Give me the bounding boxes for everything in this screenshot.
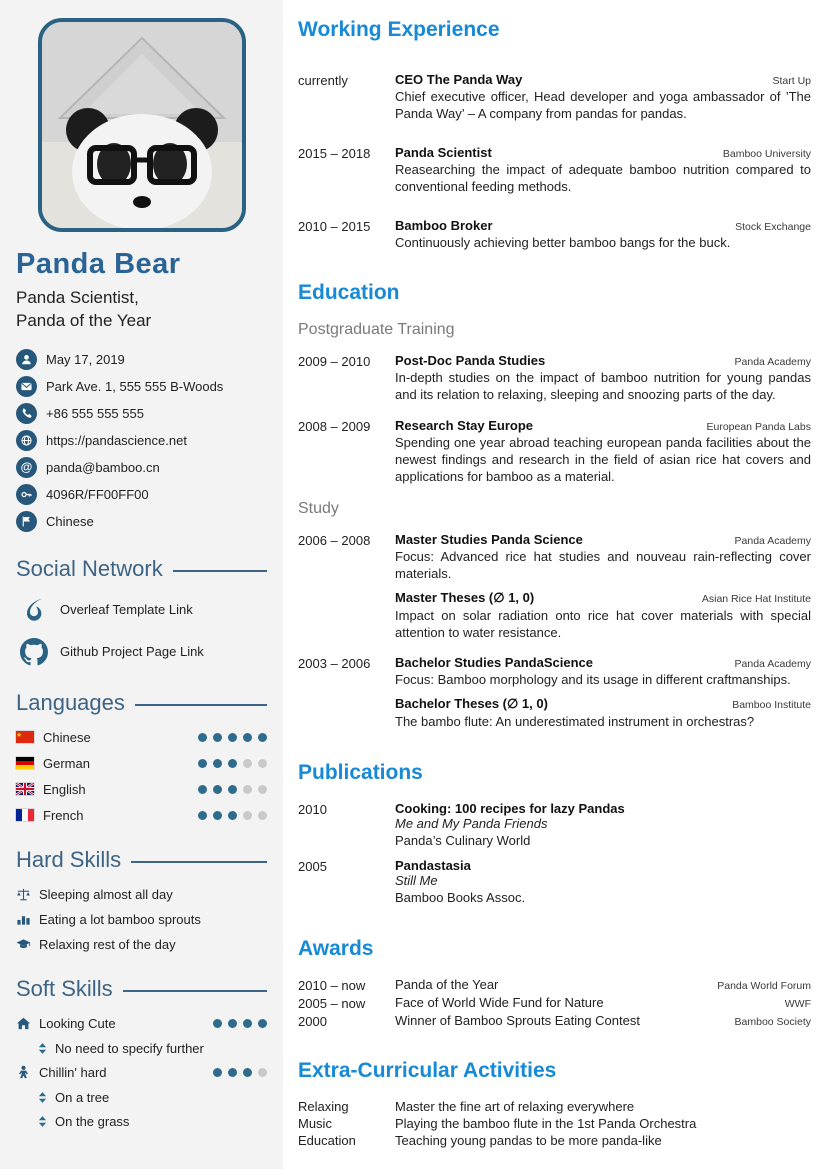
award-organization: Panda World Forum — [717, 979, 811, 992]
entry-organization: European Panda Labs — [706, 421, 811, 434]
entry-description: Focus: Bamboo morphology and its usage in different craftmanships. — [395, 672, 791, 688]
language-label: English — [43, 781, 86, 797]
heading-text: Hard Skills — [16, 846, 122, 872]
contact-phone — [16, 403, 267, 424]
entry-body — [395, 532, 811, 642]
languages-heading — [16, 690, 267, 716]
entry-date: 2005 — [298, 859, 327, 875]
skill-label: Sleeping almost all day — [39, 886, 173, 902]
heading-rule — [173, 570, 267, 572]
github-icon — [20, 638, 48, 666]
subsection-postgraduate: Postgraduate Training — [298, 321, 455, 339]
github-link[interactable] — [20, 638, 267, 666]
entry-body — [395, 1013, 811, 1029]
heading-text: Social Network — [16, 555, 163, 581]
heading-text: Languages — [16, 689, 125, 715]
soft-skill-item — [16, 1016, 267, 1031]
contact-website[interactable] — [16, 430, 267, 451]
contact-text: +86 555 555 555 — [46, 405, 144, 421]
social-network-heading — [16, 556, 267, 582]
person-subtitle — [16, 287, 267, 333]
subtitle-line: Panda of the Year — [16, 310, 152, 330]
entry-body — [395, 145, 811, 196]
publication-publisher: Panda’s Culinary World — [395, 833, 531, 849]
education-entry — [298, 353, 811, 404]
publication-subtitle: Me and My Panda Friends — [395, 816, 548, 832]
entry-body — [395, 977, 811, 993]
balance-scale-icon — [16, 887, 31, 902]
level-dot-filled — [258, 733, 267, 742]
key-icon — [16, 484, 37, 505]
skill-sub-label: On the grass — [55, 1113, 130, 1129]
language-level-dots — [192, 811, 267, 820]
level-dot-empty — [258, 1068, 267, 1077]
user-icon — [16, 349, 37, 370]
heading-rule — [131, 861, 267, 863]
level-dot-filled — [213, 785, 222, 794]
award-organization: Bamboo Society — [734, 1015, 811, 1028]
entry-organization: Stock Exchange — [735, 220, 811, 233]
sort-arrows-icon — [38, 1092, 47, 1103]
extra-entry — [298, 1133, 811, 1148]
entry-organization: Panda Academy — [734, 658, 811, 671]
entry-organization: Bamboo University — [722, 147, 811, 160]
level-dot-filled — [198, 811, 207, 820]
award-organization: WWF — [784, 997, 811, 1010]
experience-entry — [298, 145, 811, 196]
level-dot-filled — [243, 733, 252, 742]
extra-entry — [298, 1099, 811, 1114]
home-icon — [16, 1016, 31, 1031]
education-entry — [298, 655, 811, 731]
entry-date: 2008 – 2009 — [298, 419, 371, 435]
contact-text: Park Ave. 1, 555 555 B‑Woods — [46, 378, 224, 394]
uk-flag-icon — [16, 783, 34, 795]
overleaf-icon — [20, 596, 48, 624]
extra-description: Teaching young pandas to be more panda-like — [395, 1132, 662, 1148]
person-icon — [16, 1065, 31, 1080]
contact-birthday — [16, 349, 267, 370]
skill-level-dots — [207, 1019, 267, 1028]
level-dot-filled — [198, 785, 207, 794]
skill-label: Relaxing rest of the day — [39, 936, 176, 952]
contact-list — [16, 349, 267, 532]
entry-description: Reasearching the impact of adequate bamboo nutrition compared to conventional feeding methods. — [395, 161, 811, 194]
publication-title: Cooking: 100 recipes for lazy Pandas — [395, 801, 625, 817]
hard-skill-item — [16, 887, 267, 902]
level-dot-filled — [228, 1019, 237, 1028]
level-dot-filled — [228, 759, 237, 768]
award-entry — [298, 995, 811, 1011]
thesis-organization: Asian Rice Hat Institute — [701, 592, 811, 605]
extra-description: Master the fine art of relaxing everywhere — [395, 1098, 635, 1114]
entry-body — [395, 655, 811, 731]
level-dot-empty — [243, 811, 252, 820]
entry-organization: Panda Academy — [734, 534, 811, 547]
level-dot-filled — [228, 785, 237, 794]
language-level-dots — [192, 733, 267, 742]
main-content — [283, 0, 827, 1169]
level-dot-filled — [198, 759, 207, 768]
entry-body — [395, 801, 811, 850]
entry-body — [395, 353, 811, 404]
subsection-study: Study — [298, 499, 339, 517]
entry-date: 2010 – 2015 — [298, 218, 371, 234]
level-dot-filled — [213, 733, 222, 742]
entry-organization: Start Up — [772, 75, 811, 87]
entry-title: Master Studies Panda Science — [395, 531, 583, 547]
publication-entry — [298, 801, 811, 850]
extra-entry — [298, 1116, 811, 1131]
entry-date: 2005 – now — [298, 995, 366, 1011]
entry-organization: Panda Academy — [734, 356, 811, 369]
level-dot-filled — [198, 733, 207, 742]
level-dot-filled — [213, 1068, 222, 1077]
entry-description: In-depth studies on the impact of bamboo nutrition for young pandas and its relation to relaxing, sleeping and snoozing parts of the day. — [395, 370, 811, 403]
graduation-cap-icon — [16, 937, 31, 952]
thesis-description: Impact on solar radiation onto rice hat cover materials with special attention to water resistance. — [395, 607, 811, 640]
social-link-label[interactable]: Github Project Page Link — [60, 644, 204, 660]
germany-flag-icon — [16, 757, 34, 769]
thesis-title: Master Theses (∅ 1, 0) — [395, 589, 535, 605]
heading-rule — [135, 704, 267, 706]
level-dot-empty — [258, 811, 267, 820]
section-title-education: Education — [298, 281, 400, 305]
experience-entry — [298, 218, 811, 252]
social-link-label[interactable]: Overleaf Template Link — [60, 602, 193, 618]
language-item — [16, 782, 267, 797]
entry-body — [395, 218, 811, 252]
contact-address — [16, 376, 267, 397]
email-link[interactable]: panda@bamboo.cn — [46, 459, 160, 475]
contact-text: May 17, 2019 — [46, 351, 125, 367]
heading-rule — [123, 990, 267, 992]
level-dot-filled — [228, 733, 237, 742]
skill-label: Chillin' hard — [39, 1064, 107, 1080]
soft-skills-heading — [16, 976, 267, 1002]
award-title: Face of World Wide Fund for Nature — [395, 994, 604, 1010]
entry-description: Continuously achieving better bamboo bangs for the buck. — [395, 234, 731, 250]
language-level-dots — [192, 759, 267, 768]
thesis-description: The bambo flute: An underestimated instrument in orchestras? — [395, 714, 755, 730]
award-entry — [298, 1013, 811, 1029]
entry-description: Chief executive officer, Head developer and yoga ambassador of ’The Panda Way’ – A company from pandas for pandas. — [395, 89, 811, 121]
contact-text: 4096R/FF00FF00 — [46, 486, 149, 502]
experience-entry — [298, 72, 811, 123]
level-dot-filled — [258, 1019, 267, 1028]
level-dot-empty — [258, 759, 267, 768]
person-name: Panda Bear — [16, 248, 181, 280]
profile-photo — [38, 18, 246, 232]
entry-title: Research Stay Europe — [395, 418, 534, 434]
entry-date: 2009 – 2010 — [298, 354, 371, 370]
publication-entry — [298, 858, 811, 907]
extra-label: Music — [298, 1115, 332, 1131]
entry-description: Focus: Advanced rice hat studies and nouveau rain-reflecting cover materials. — [395, 548, 811, 581]
level-dot-filled — [228, 1068, 237, 1077]
sidebar — [0, 0, 283, 1169]
award-title: Panda of the Year — [395, 976, 499, 992]
publication-title: Pandastasia — [395, 858, 471, 874]
bar-chart-icon — [16, 912, 31, 927]
education-entry — [298, 418, 811, 486]
entry-date: 2003 – 2006 — [298, 656, 371, 672]
section-title-publications: Publications — [298, 761, 423, 785]
soft-skill-sub-item — [38, 1114, 267, 1129]
soft-skill-sub-item — [38, 1041, 267, 1056]
contact-email[interactable] — [16, 457, 267, 478]
entry-title: Bamboo Broker — [395, 217, 493, 233]
hard-skill-item — [16, 912, 267, 927]
entry-date: 2010 — [298, 802, 327, 818]
level-dot-filled — [213, 1019, 222, 1028]
globe-icon — [16, 430, 37, 451]
sort-arrows-icon — [38, 1043, 47, 1054]
entry-body — [395, 418, 811, 486]
level-dot-filled — [228, 811, 237, 820]
sort-arrows-icon — [38, 1116, 47, 1127]
entry-date: 2015 – 2018 — [298, 145, 371, 161]
heading-text: Soft Skills — [16, 975, 113, 1001]
level-dot-filled — [213, 759, 222, 768]
skill-level-dots — [207, 1068, 267, 1077]
entry-date: currently — [298, 73, 348, 88]
contact-nationality — [16, 511, 267, 532]
phone-icon — [16, 403, 37, 424]
entry-title: Panda Scientist — [395, 144, 492, 160]
entry-date: 2010 – now — [298, 977, 366, 993]
hard-skill-item — [16, 937, 267, 952]
education-entry — [298, 532, 811, 642]
level-dot-empty — [243, 785, 252, 794]
level-dot-filled — [213, 811, 222, 820]
language-label: French — [43, 807, 84, 823]
contact-text: Chinese — [46, 513, 94, 529]
award-entry — [298, 977, 811, 993]
level-dot-filled — [243, 1068, 252, 1077]
language-level-dots — [192, 785, 267, 794]
section-title-awards: Awards — [298, 936, 374, 960]
skill-sub-label: No need to specify further — [55, 1040, 204, 1056]
panda-photo-illustration — [42, 22, 242, 228]
publication-publisher: Bamboo Books Assoc. — [395, 889, 526, 905]
publication-subtitle: Still Me — [395, 873, 438, 889]
level-dot-empty — [258, 785, 267, 794]
language-item — [16, 756, 267, 771]
level-dot-filled — [243, 1019, 252, 1028]
soft-skill-item — [16, 1065, 267, 1080]
entry-body — [395, 995, 811, 1011]
entry-title: CEO The Panda Way — [395, 72, 523, 87]
entry-title: Post-Doc Panda Studies — [395, 353, 546, 369]
extra-label: Relaxing — [298, 1098, 349, 1114]
overleaf-link[interactable] — [20, 596, 267, 624]
france-flag-icon — [16, 809, 34, 821]
subtitle-line: Panda Scientist, — [16, 288, 139, 307]
extra-description: Playing the bamboo flute in the 1st Panda Orchestra — [395, 1115, 697, 1131]
section-title-working-experience: Working Experience — [298, 18, 500, 41]
entry-body — [395, 72, 811, 123]
entry-body — [395, 858, 811, 907]
website-link[interactable]: https://pandascience.net — [46, 432, 187, 448]
section-title-extra-curricular: Extra-Curricular Activities — [298, 1058, 557, 1082]
entry-date: 2000 — [298, 1013, 327, 1029]
at-icon: @ — [16, 457, 37, 478]
entry-date: 2006 – 2008 — [298, 532, 371, 548]
extra-label: Education — [298, 1132, 356, 1148]
thesis-title: Bachelor Theses (∅ 1, 0) — [395, 696, 548, 712]
soft-skill-sub-item — [38, 1090, 267, 1105]
hard-skills-heading — [16, 847, 267, 873]
skill-sub-label: On a tree — [55, 1089, 110, 1105]
contact-pgp-key — [16, 484, 267, 505]
language-item — [16, 808, 267, 823]
language-label: German — [43, 755, 90, 771]
level-dot-empty — [243, 759, 252, 768]
entry-title: Bachelor Studies PandaScience — [395, 655, 593, 671]
thesis-organization: Bamboo Institute — [732, 699, 811, 712]
flag-icon — [16, 511, 37, 532]
china-flag-icon — [16, 731, 34, 743]
skill-label: Eating a lot bamboo sprouts — [39, 911, 201, 927]
envelope-icon — [16, 376, 37, 397]
skill-label: Looking Cute — [39, 1015, 116, 1031]
language-item — [16, 730, 267, 745]
award-title: Winner of Bamboo Sprouts Eating Contest — [395, 1012, 640, 1028]
entry-description: Spending one year abroad teaching european panda facilities about the newest findings and research in the field of asian rice hat covers and applications for bamboo as a material. — [395, 435, 811, 485]
language-label: Chinese — [43, 729, 91, 745]
